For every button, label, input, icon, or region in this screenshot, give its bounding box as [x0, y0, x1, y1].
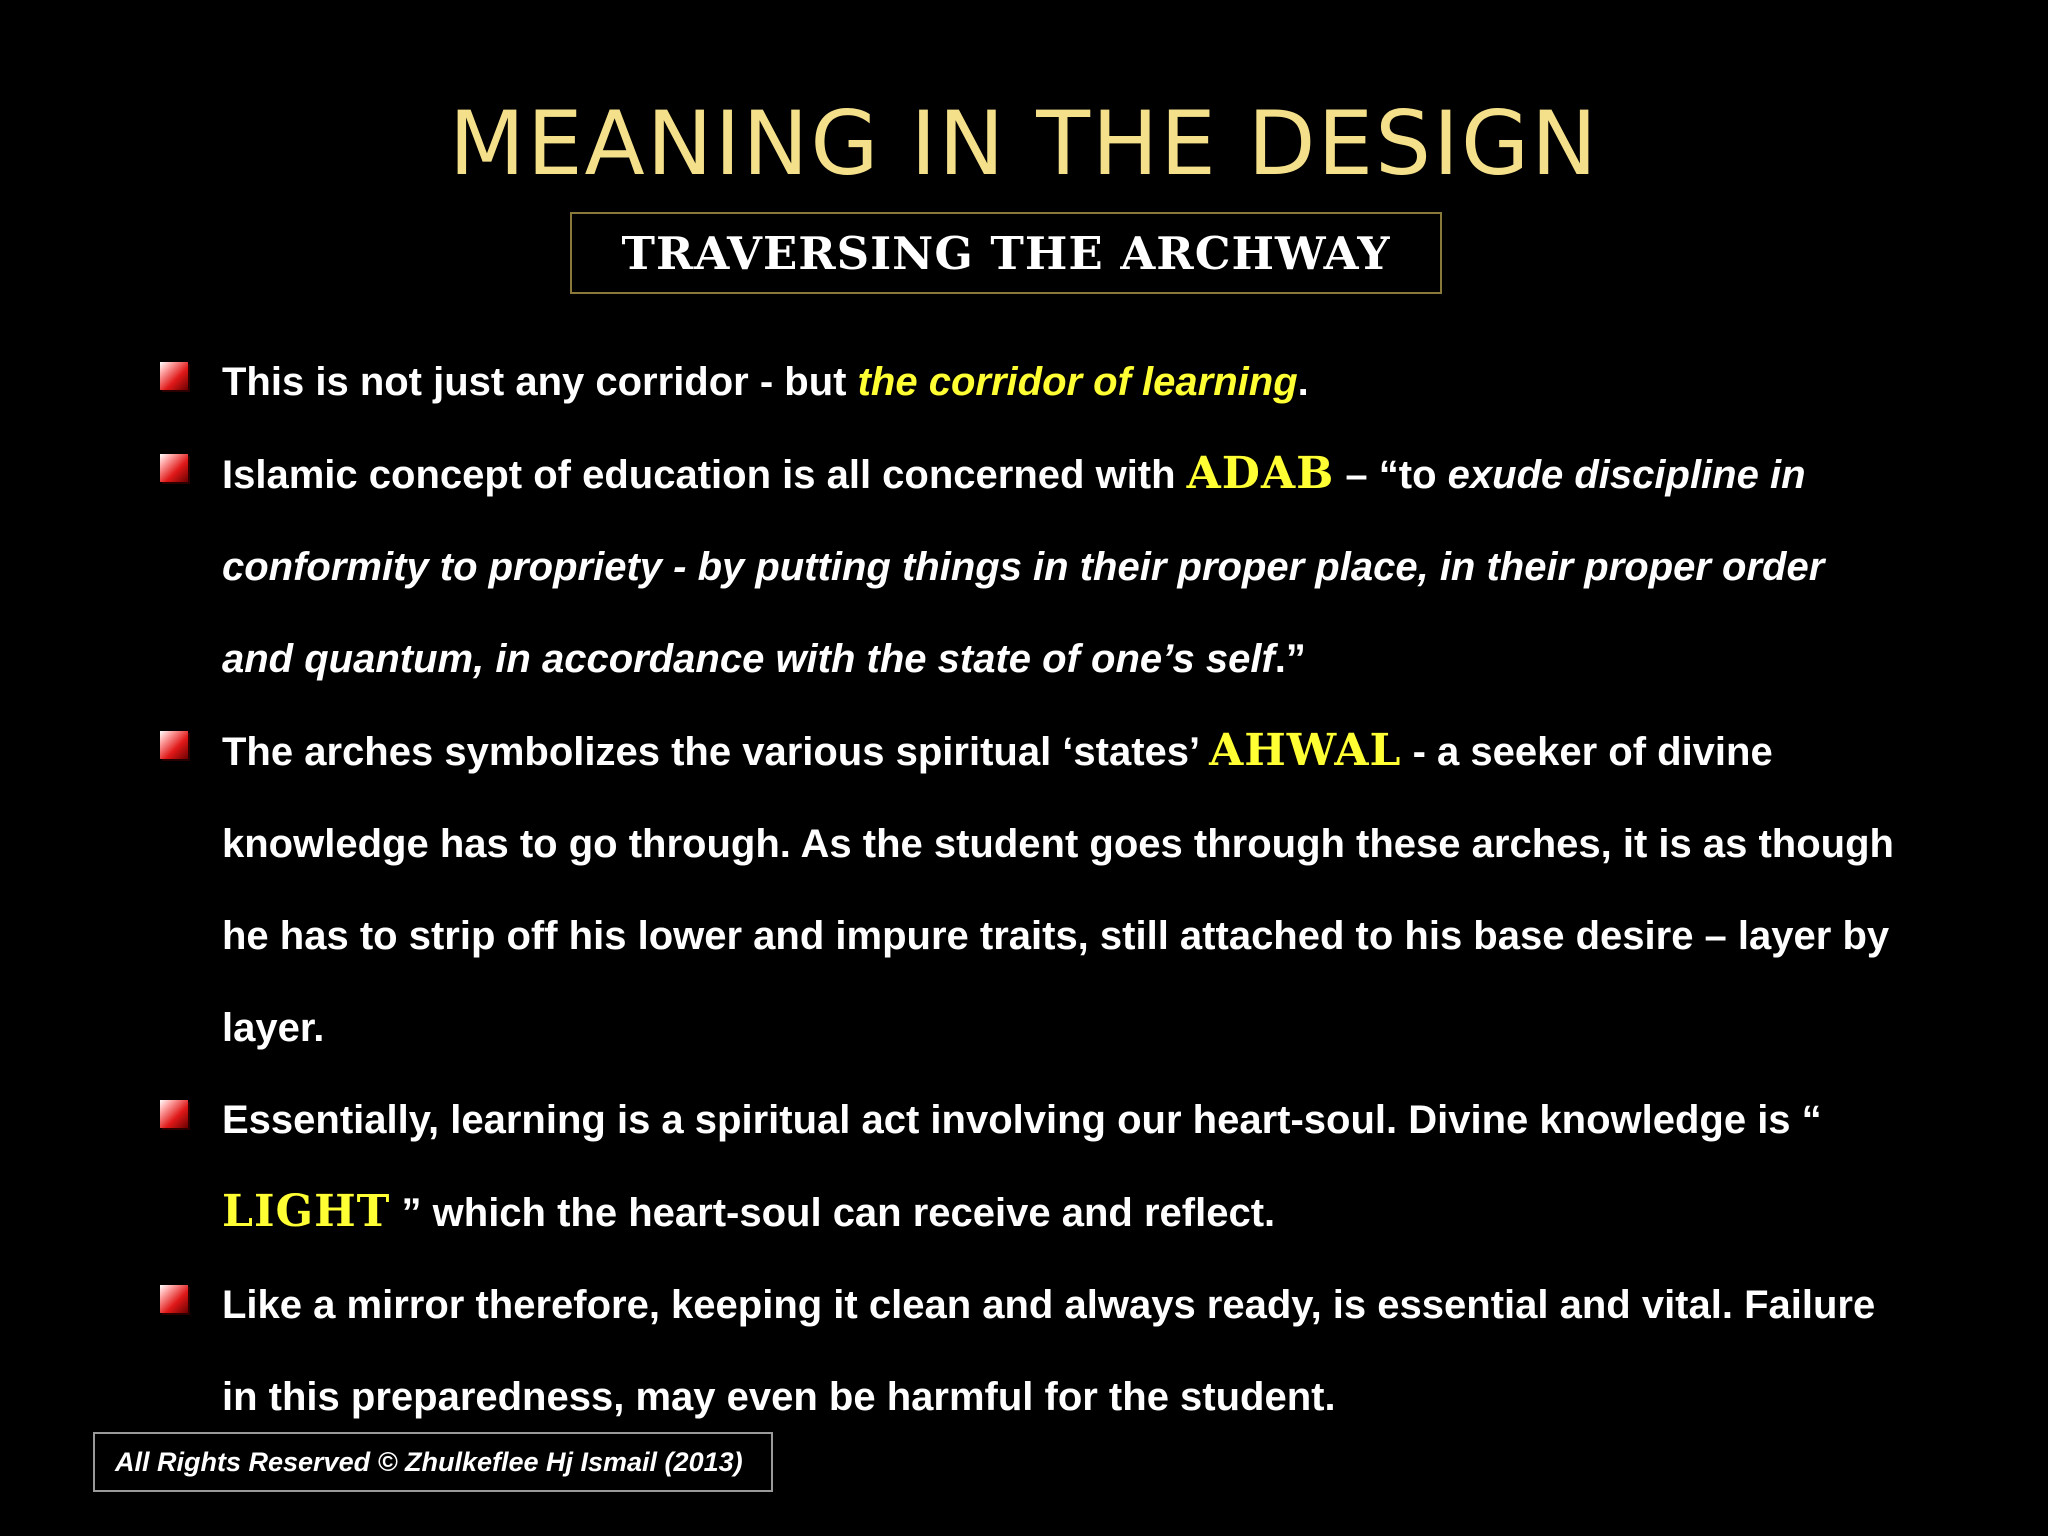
bullet-list — [160, 336, 1900, 1443]
bullet-item-5 — [160, 1259, 1900, 1443]
red-square-bullet-icon — [160, 362, 188, 390]
bullet-3-rest: - a seeker of divine knowledge has to go through. As the student goes through these arches, it is as though he has to strip off his lower and impure traits, still attached to his base desire – layer by layer. — [222, 730, 1894, 1050]
bullet-1-end: . — [1297, 360, 1309, 404]
red-square-bullet-icon — [160, 1100, 188, 1128]
keyword-light: LIGHT — [222, 1186, 391, 1237]
copyright-footer: All Rights Reserved © Zhulkeflee Hj Ismail (2013) — [93, 1432, 773, 1492]
bullet-1-text: This is not just any corridor - but — [222, 360, 858, 404]
bullet-4-text: Essentially, learning is a spiritual act involving our heart-soul. Divine knowledge is “ — [222, 1098, 1822, 1142]
red-square-bullet-icon — [160, 1285, 188, 1313]
subtitle-box — [570, 212, 1442, 294]
bullet-4-rest: ” which the heart-soul can receive and reflect. — [390, 1191, 1276, 1235]
bullet-2-text: Islamic concept of education is all concerned with — [222, 453, 1187, 497]
keyword-adab: ADAB — [1186, 448, 1335, 499]
bullet-1-highlight: the corridor of learning — [857, 360, 1298, 404]
bullet-item-2 — [160, 428, 1900, 705]
bullet-5-text: Like a mirror therefore, keeping it clean and always ready, is essential and vital. Failure in this preparedness, may even be harmful for the student. — [222, 1283, 1876, 1419]
slide-title: MEANING IN THE DESIGN — [449, 92, 1599, 195]
bullet-item-4 — [160, 1074, 1900, 1259]
slide-subtitle: TRAVERSING THE ARCHWAY — [621, 226, 1391, 280]
bullet-item-3 — [160, 705, 1900, 1074]
bullet-2-end: .” — [1274, 637, 1306, 681]
bullet-3-text: The arches symbolizes the various spiritual ‘states’ — [222, 730, 1210, 774]
bullet-item-1 — [160, 336, 1900, 428]
red-square-bullet-icon — [160, 454, 188, 482]
bullet-2-connector: – “to — [1334, 453, 1448, 497]
red-square-bullet-icon — [160, 731, 188, 759]
bullet-2-italic-definition: exude discipline in conformity to propriety - by putting things in their proper place, in their proper order and quantum, in accordance with the state of one’s self — [222, 453, 1825, 681]
keyword-ahwal: AHWAL — [1209, 725, 1402, 776]
